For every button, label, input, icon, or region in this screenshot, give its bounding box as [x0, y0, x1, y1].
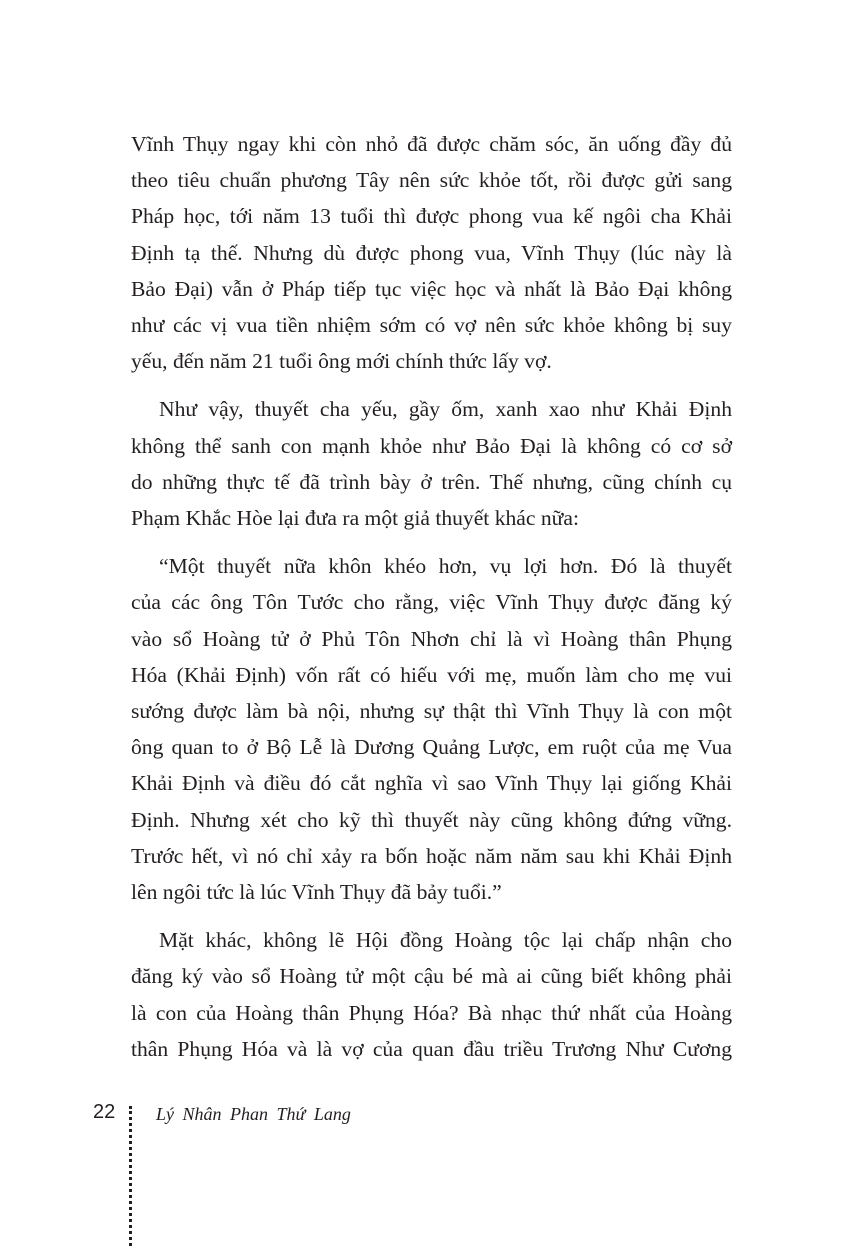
text-line: của các ông Tôn Tước cho rằng, việc Vĩnh Thụy được đăng ký — [131, 590, 732, 615]
text-line: Khải Định và điều đó cắt nghĩa vì sao Vĩnh Thụy lại giống Khải — [131, 771, 732, 796]
block-quote — [131, 548, 732, 910]
text-line: như các vị vua tiền nhiệm sớm có vợ nên sức khỏe không bị suy — [131, 313, 732, 338]
text-line: Pháp học, tới năm 13 tuổi thì được phong vua kế ngôi cha Khải — [131, 204, 732, 229]
text-line: do những thực tế đã trình bày ở trên. Thế nhưng, cũng chính cụ — [131, 469, 732, 494]
running-head-author: Lý Nhân Phan Thứ Lang — [156, 1104, 351, 1124]
page-number: 22 — [93, 1101, 116, 1123]
text-line: Định. Nhưng xét cho kỹ thì thuyết này cũng không đứng vững. — [131, 807, 732, 832]
text-line: không thể sanh con mạnh khỏe như Bảo Đại là không có cơ sở — [131, 433, 732, 458]
text-line: theo tiêu chuẩn phương Tây nên sức khỏe tốt, rồi được gửi sang — [131, 168, 732, 193]
text-line: lên ngôi tức là lúc Vĩnh Thụy đã bảy tuổi.” — [131, 880, 502, 905]
text-line: “Một thuyết nữa khôn khéo hơn, vụ lợi hơn. Đó là thuyết — [159, 554, 732, 579]
text-line: Như vậy, thuyết cha yếu, gầy ốm, xanh xao như Khải Định — [159, 397, 732, 422]
page-footer — [0, 1098, 844, 1246]
paragraph-1 — [131, 126, 732, 379]
text-line: Bảo Đại) vẫn ở Pháp tiếp tục việc học và nhất là Bảo Đại không — [131, 276, 732, 301]
text-line: Phạm Khắc Hòe lại đưa ra một giả thuyết khác nữa: — [131, 506, 579, 531]
text-line: Hóa (Khải Định) vốn rất có hiếu với mẹ, muốn làm cho mẹ vui — [131, 662, 732, 687]
text-line: ông quan to ở Bộ Lễ là Dương Quảng Lược, em ruột của mẹ Vua — [131, 735, 732, 760]
page-body — [131, 126, 732, 1079]
text-line: sướng được làm bà nội, nhưng sự thật thì Vĩnh Thụy là con một — [131, 699, 732, 724]
dotted-rule-divider — [129, 1106, 132, 1246]
text-line: là con của Hoàng thân Phụng Hóa? Bà nhạc thứ nhất của Hoàng — [131, 1000, 732, 1025]
text-line: đăng ký vào sổ Hoàng tử một cậu bé mà ai cũng biết không phải — [131, 964, 732, 989]
text-line: thân Phụng Hóa và là vợ của quan đầu triều Trương Như Cương — [131, 1036, 732, 1061]
text-line: vào sổ Hoàng tử ở Phủ Tôn Nhơn chỉ là vì Hoàng thân Phụng — [131, 626, 732, 651]
text-line: Vĩnh Thụy ngay khi còn nhỏ đã được chăm sóc, ăn uống đầy đủ — [131, 132, 732, 156]
text-line: Định tạ thế. Nhưng dù được phong vua, Vĩnh Thụy (lúc này là — [131, 240, 732, 265]
paragraph-2 — [131, 391, 732, 536]
text-line: Mặt khác, không lẽ Hội đồng Hoàng tộc lại chấp nhận cho — [159, 928, 732, 953]
paragraph-3 — [131, 922, 732, 1067]
text-line: yếu, đến năm 21 tuổi ông mới chính thức lấy vợ. — [131, 349, 552, 374]
text-line: Trước hết, vì nó chỉ xảy ra bốn hoặc năm năm sau khi Khải Định — [131, 843, 732, 868]
